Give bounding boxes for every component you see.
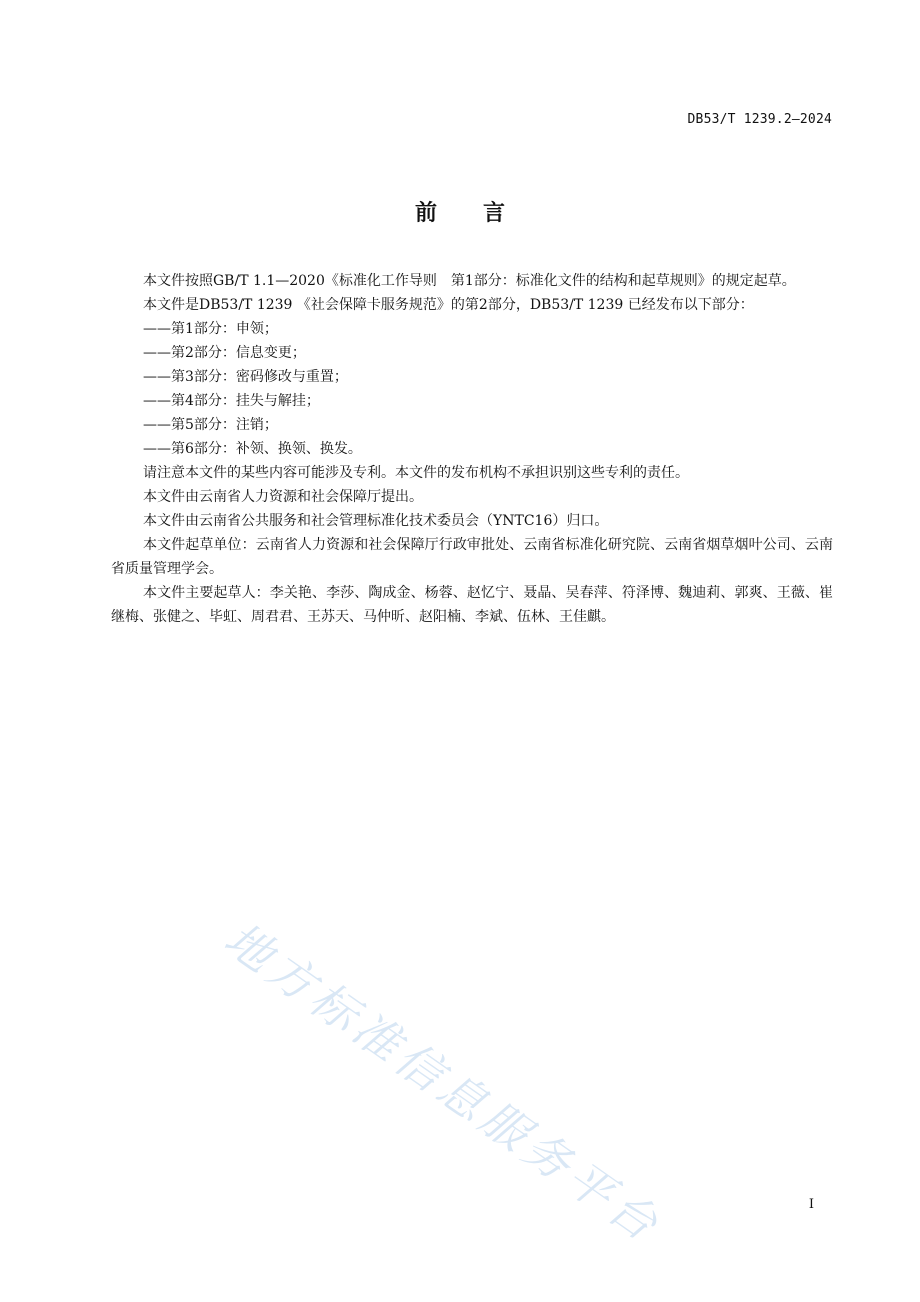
- watermark: 地方标准信息服务平台: [214, 911, 672, 1254]
- paragraph: 本文件主要起草人：李关艳、李莎、陶成金、杨蓉、赵忆宁、聂晶、吴春萍、符泽博、魏迪莉、郭爽、王薇、崔继梅、张健之、毕虹、周君君、王苏天、马仲昕、赵阳楠、李斌、伍林、王佳麒。: [111, 585, 833, 625]
- list-item: ——第1部分：申领；: [143, 321, 278, 337]
- document-body: [111, 269, 833, 629]
- document-code: DB53/T 1239.2—2024: [687, 112, 832, 127]
- paragraph: 本文件由云南省公共服务和社会管理标准化技术委员会（YNTC16）归口。: [143, 513, 609, 529]
- paragraph: 本文件是DB53/T 1239 《社会保障卡服务规范》的第2部分，DB53/T 1239 已经发布以下部分：: [143, 297, 754, 313]
- page-number: I: [808, 1197, 814, 1212]
- paragraph: 本文件按照GB/T 1.1—2020《标准化工作导则 第1部分：标准化文件的结构和起草规则》的规定起草。: [143, 273, 796, 289]
- page-title: 前言: [414, 201, 551, 226]
- paragraph: 本文件由云南省人力资源和社会保障厅提出。: [143, 489, 423, 505]
- list-item: ——第6部分：补领、换领、换发。: [143, 441, 362, 457]
- list-item: ——第4部分：挂失与解挂；: [143, 393, 320, 409]
- list-item: ——第3部分：密码修改与重置；: [143, 369, 348, 385]
- paragraph: 本文件起草单位：云南省人力资源和社会保障厅行政审批处、云南省标准化研究院、云南省烟草烟叶公司、云南省质量管理学会。: [111, 537, 833, 577]
- list-item: ——第2部分：信息变更；: [143, 345, 306, 361]
- paragraph: 请注意本文件的某些内容可能涉及专利。本文件的发布机构不承担识别这些专利的责任。: [143, 465, 689, 481]
- list-item: ——第5部分：注销；: [143, 417, 278, 433]
